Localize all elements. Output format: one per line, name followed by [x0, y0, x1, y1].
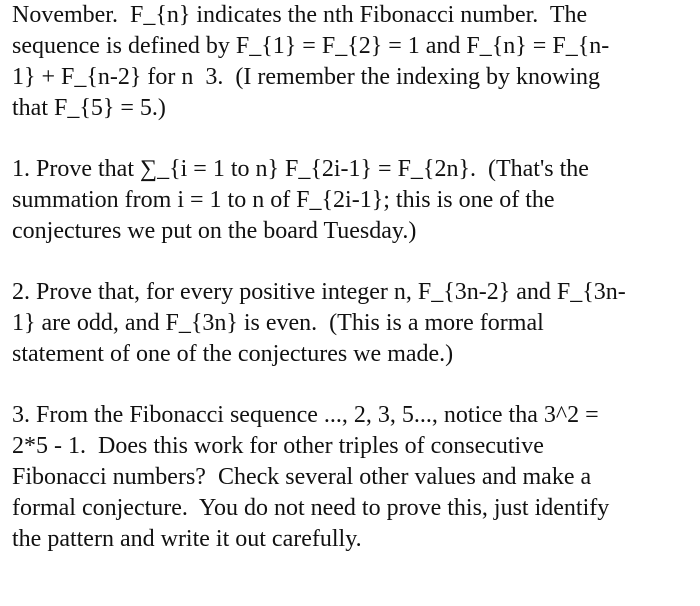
text-line: 1} + F_{n-2} for n 3. (I remember the indexing by knowing	[12, 64, 600, 90]
problem-1-paragraph	[12, 154, 692, 247]
text-line: conjectures we put on the board Tuesday.)	[12, 218, 417, 244]
paragraph-spacer	[12, 370, 692, 400]
text-line: statement of one of the conjectures we made.)	[12, 341, 454, 367]
intro-paragraph	[12, 0, 692, 124]
document-body	[12, 0, 692, 555]
paragraph-spacer	[12, 247, 692, 277]
text-line: summation from i = 1 to n of F_{2i-1}; this is one of the	[12, 187, 555, 213]
text-line: 3. From the Fibonacci sequence ..., 2, 3, 5..., notice tha 3^2 =	[12, 402, 599, 428]
paragraph-spacer	[12, 124, 692, 154]
text-line: the pattern and write it out carefully.	[12, 526, 362, 552]
text-line: 2*5 - 1. Does this work for other triples of consecutive	[12, 433, 544, 459]
text-line: Fibonacci numbers? Check several other values and make a	[12, 464, 592, 490]
text-line: 1} are odd, and F_{3n} is even. (This is a more formal	[12, 310, 544, 336]
text-line: that F_{5} = 5.)	[12, 95, 166, 121]
text-line: 1. Prove that ∑_{i = 1 to n} F_{2i-1} = F_{2n}. (That's the	[12, 156, 589, 182]
text-line: formal conjecture. You do not need to prove this, just identify	[12, 495, 610, 521]
text-line: November. F_{n} indicates the nth Fibonacci number. The	[12, 2, 588, 28]
problem-2-paragraph	[12, 277, 692, 370]
problem-3-paragraph	[12, 400, 692, 555]
text-line: 2. Prove that, for every positive integer n, F_{3n-2} and F_{3n-	[12, 279, 626, 305]
text-line: sequence is defined by F_{1} = F_{2} = 1 and F_{n} = F_{n-	[12, 33, 610, 59]
